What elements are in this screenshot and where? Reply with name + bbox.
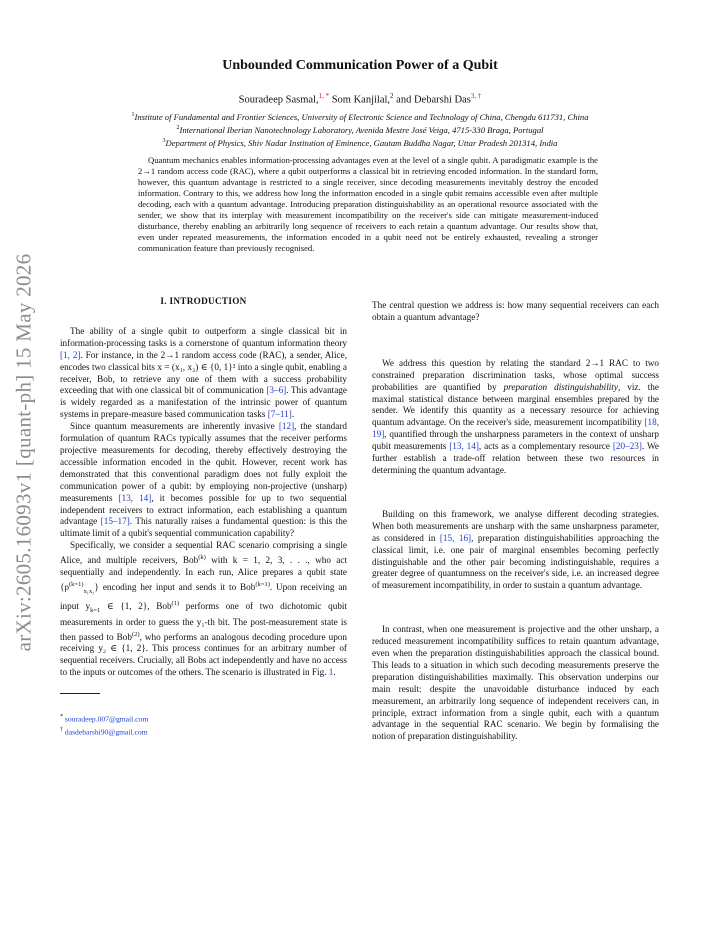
author-affil-mark: 2: [390, 92, 394, 100]
footnote-divider: [60, 693, 100, 694]
intro-paragraph-1: The ability of a single qubit to outperform a single classical bit in information-processing tasks is a cornerstone of quantum information theory [1, 2]. For instance, in the 2→1 random access code (RAC), a sender, Alice, encodes two classical bits x = (x₁, x₂) ∈ {0, 1}² into a single qubit, enabling a receiver, Bob, to retrieve any one of them with a success probability exceeding that with one classical bit of communication [3–6]. This advantage is widely regarded as a manifestation of the intrinsic power of quantum systems in prepare-measure based communication tasks [7–11].: [60, 325, 347, 420]
author-affil-mark: 1, *: [318, 92, 330, 100]
arxiv-identifier-text: arXiv:2605.16093v1 [quant-ph] 15 May 2026: [11, 253, 36, 651]
affiliations: [70, 110, 650, 149]
figure-link[interactable]: 1: [328, 667, 334, 678]
paper-title: Unbounded Communication Power of a Qubit: [222, 58, 498, 73]
footnote-email-2[interactable]: † dasdebarshi90@gmail.com: [60, 726, 148, 737]
citation-link[interactable]: [18, 19]: [372, 417, 659, 440]
abstract: Quantum mechanics enables information-processing advantages even at the level of a single qubit. A paradigmatic example is the 2→1 random access code (RAC), where a qubit outperforms a classical bit in retrieving encoded information. In the standard form, however, this quantum advantage is restricted to a single receiver, since decoding measurements inevitably destroy the encoded information. Contrary to this, we address how long the information encoded in a single qubit remains accessible even after multiple decoding, each with a quantum advantage. Introducing preparation distinguishability as an operational resource associated with the sender, we show that its interplay with measurement incompatibility on the receiver's side can mitigate measurement-induced disturbance, thereby enabling an arbitrarily long sequence of receivers to each retain a quantum advantage. Our results show that, even under repeated measurements, the information encoded in a qubit need not be entirely exhausted, revealing a stronger communication feature than previously recognised.: [138, 155, 598, 253]
arxiv-identifier-stamp: [4, 238, 44, 666]
affiliation-3: $^3$Department of Physics, Shiv Nadar Institution of Eminence, Gautam Buddha Nagar, Uttar Pradesh 201314, India: [162, 137, 558, 148]
author-name: Som Kanjilal,: [331, 94, 391, 106]
intro-paragraph-4: We address this question by relating the standard 2→1 RAC to two constrained preparation discrimination tasks, whose optimal success probabilities are quantified by preparation distinguishability, viz. the maximal statistical distance between marginal ensembles prepared by the sender. We identify this quantity as a necessary resource for achieving quantum advantage. On the receiver's side, measurement incompatibility [18, 19], quantified through the unsharpness parameters in the context of unsharp qubit measurements [13, 14], acts as a complementary resource [20–23]. We further establish a trade-off relation between these two resources in determining the quantum advantage.: [372, 357, 659, 475]
affiliation-1: $^1$Institute of Fundamental and Frontier Sciences, University of Electronic Science and Technology of China, Chengdu 611731, China: [131, 111, 589, 122]
citation-link[interactable]: [12]: [278, 421, 295, 432]
right-column: [372, 300, 659, 743]
author-affil-mark: 3, †: [470, 92, 482, 100]
citation-link[interactable]: [7–11]: [267, 409, 292, 420]
section-heading: I. INTRODUCTION: [160, 296, 247, 306]
citation-link[interactable]: [13, 14]: [449, 441, 479, 452]
citation-link[interactable]: [1, 2]: [60, 349, 81, 360]
intro-paragraph-6: In contrast, when one measurement is projective and the other unsharp, a reduced measurement incompatibility suffices to retain quantum advantage, even when the preparation distinguishabilities approach the classical bound. This leads to a situation in which such decoding measurements preserve the preparation distinguishabilities maximally. This observation underpins our main result: despite the unavoidable disturbance induced by each measurement, an arbitrarily long sequence of independent receivers can, in principle, extract information from a single qubit, each with a quantum advantage in the sequential RAC scenario. We begin by formalising the notion of preparation distinguishability.: [372, 624, 659, 742]
affiliation-2: $^2$International Iberian Nanotechnology Laboratory, Avenida Mestre José Veiga, 4715-330 Braga, Portugal: [176, 124, 544, 135]
intro-paragraph-3: Specifically, we consider a sequential RAC scenario comprising a single Alice, and multiple receivers, Bob$^{(k)}$ with k = 1, 2, 3, . . ., who act sequentially and independently. In each run, Alice prepares a qubit state $\{\rho^{(k=1)}_{x_1x_2}\}$ encoding her input and sends it to Bob$^{(k=1)}$. Upon receiving an input $y_{k=1}$ ∈ {1, 2}, Bob$^{(1)}$ performs one of two dichotomic qubit measurements in order to guess the y₁-th bit. The post-measurement state is then passed to Bob$^{(2)}$, who performs an analogous decoding procedure upon receiving y₂ ∈ {1, 2}. This process continues for an arbitrary number of sequential receivers. Crucially, all Bobs act independently and have no access to the inputs or outcomes of the others. The scenario is illustrated in Fig. 1.: [60, 540, 348, 678]
intro-paragraph-5: Building on this framework, we analyse different decoding strategies. When both measurements are unsharp with the same unsharpness parameter, as considered in [15, 16], preparation distinguishabilities approaching the classical limit, i.e. one pair of marginal ensembles becoming perfectly distinguishable and the other pair becoming indistinguishable, requires a greater degree of quantumness on the receiver's side, i.e. an increased degree of measurement incompatibility, in order to sustain a quantum advantage.: [372, 508, 659, 591]
footnote-email-1[interactable]: * souradeep.007@gmail.com: [60, 714, 149, 724]
citation-link[interactable]: [20–23]: [612, 441, 642, 452]
citation-link[interactable]: [15–17]: [100, 516, 130, 527]
left-column: [60, 296, 347, 737]
citation-link[interactable]: [15, 16]: [439, 532, 472, 543]
author-name: and Debarshi Das: [396, 94, 471, 106]
intro-paragraph-2: Since quantum measurements are inherently invasive [12], the standard formulation of quantum RACs typically assumes that the receiver performs projective measurements for decoding, thereby effectively destroying the accessible information encoded in the qubit. However, recent work has demonstrated that this conventional paradigm does not fully exploit the communication power of a qubit: by employing non-projective (unsharp) measurements [13, 14], it becomes possible for up to two sequential independent receivers to extract information, each establishing a quantum advantage [15–17]. This naturally raises a fundamental question: is this the ultimate limit of a qubit's sequential communication capability?: [60, 421, 347, 539]
citation-link[interactable]: [13, 14]: [118, 492, 152, 503]
author-name: Souradeep Sasmal,: [238, 94, 319, 106]
author-list: [0, 92, 720, 106]
central-question-paragraph: The central question we address is: how many sequential receivers can each obtain a quantum advantage?: [372, 300, 659, 322]
citation-link[interactable]: [3–6]: [266, 385, 287, 396]
